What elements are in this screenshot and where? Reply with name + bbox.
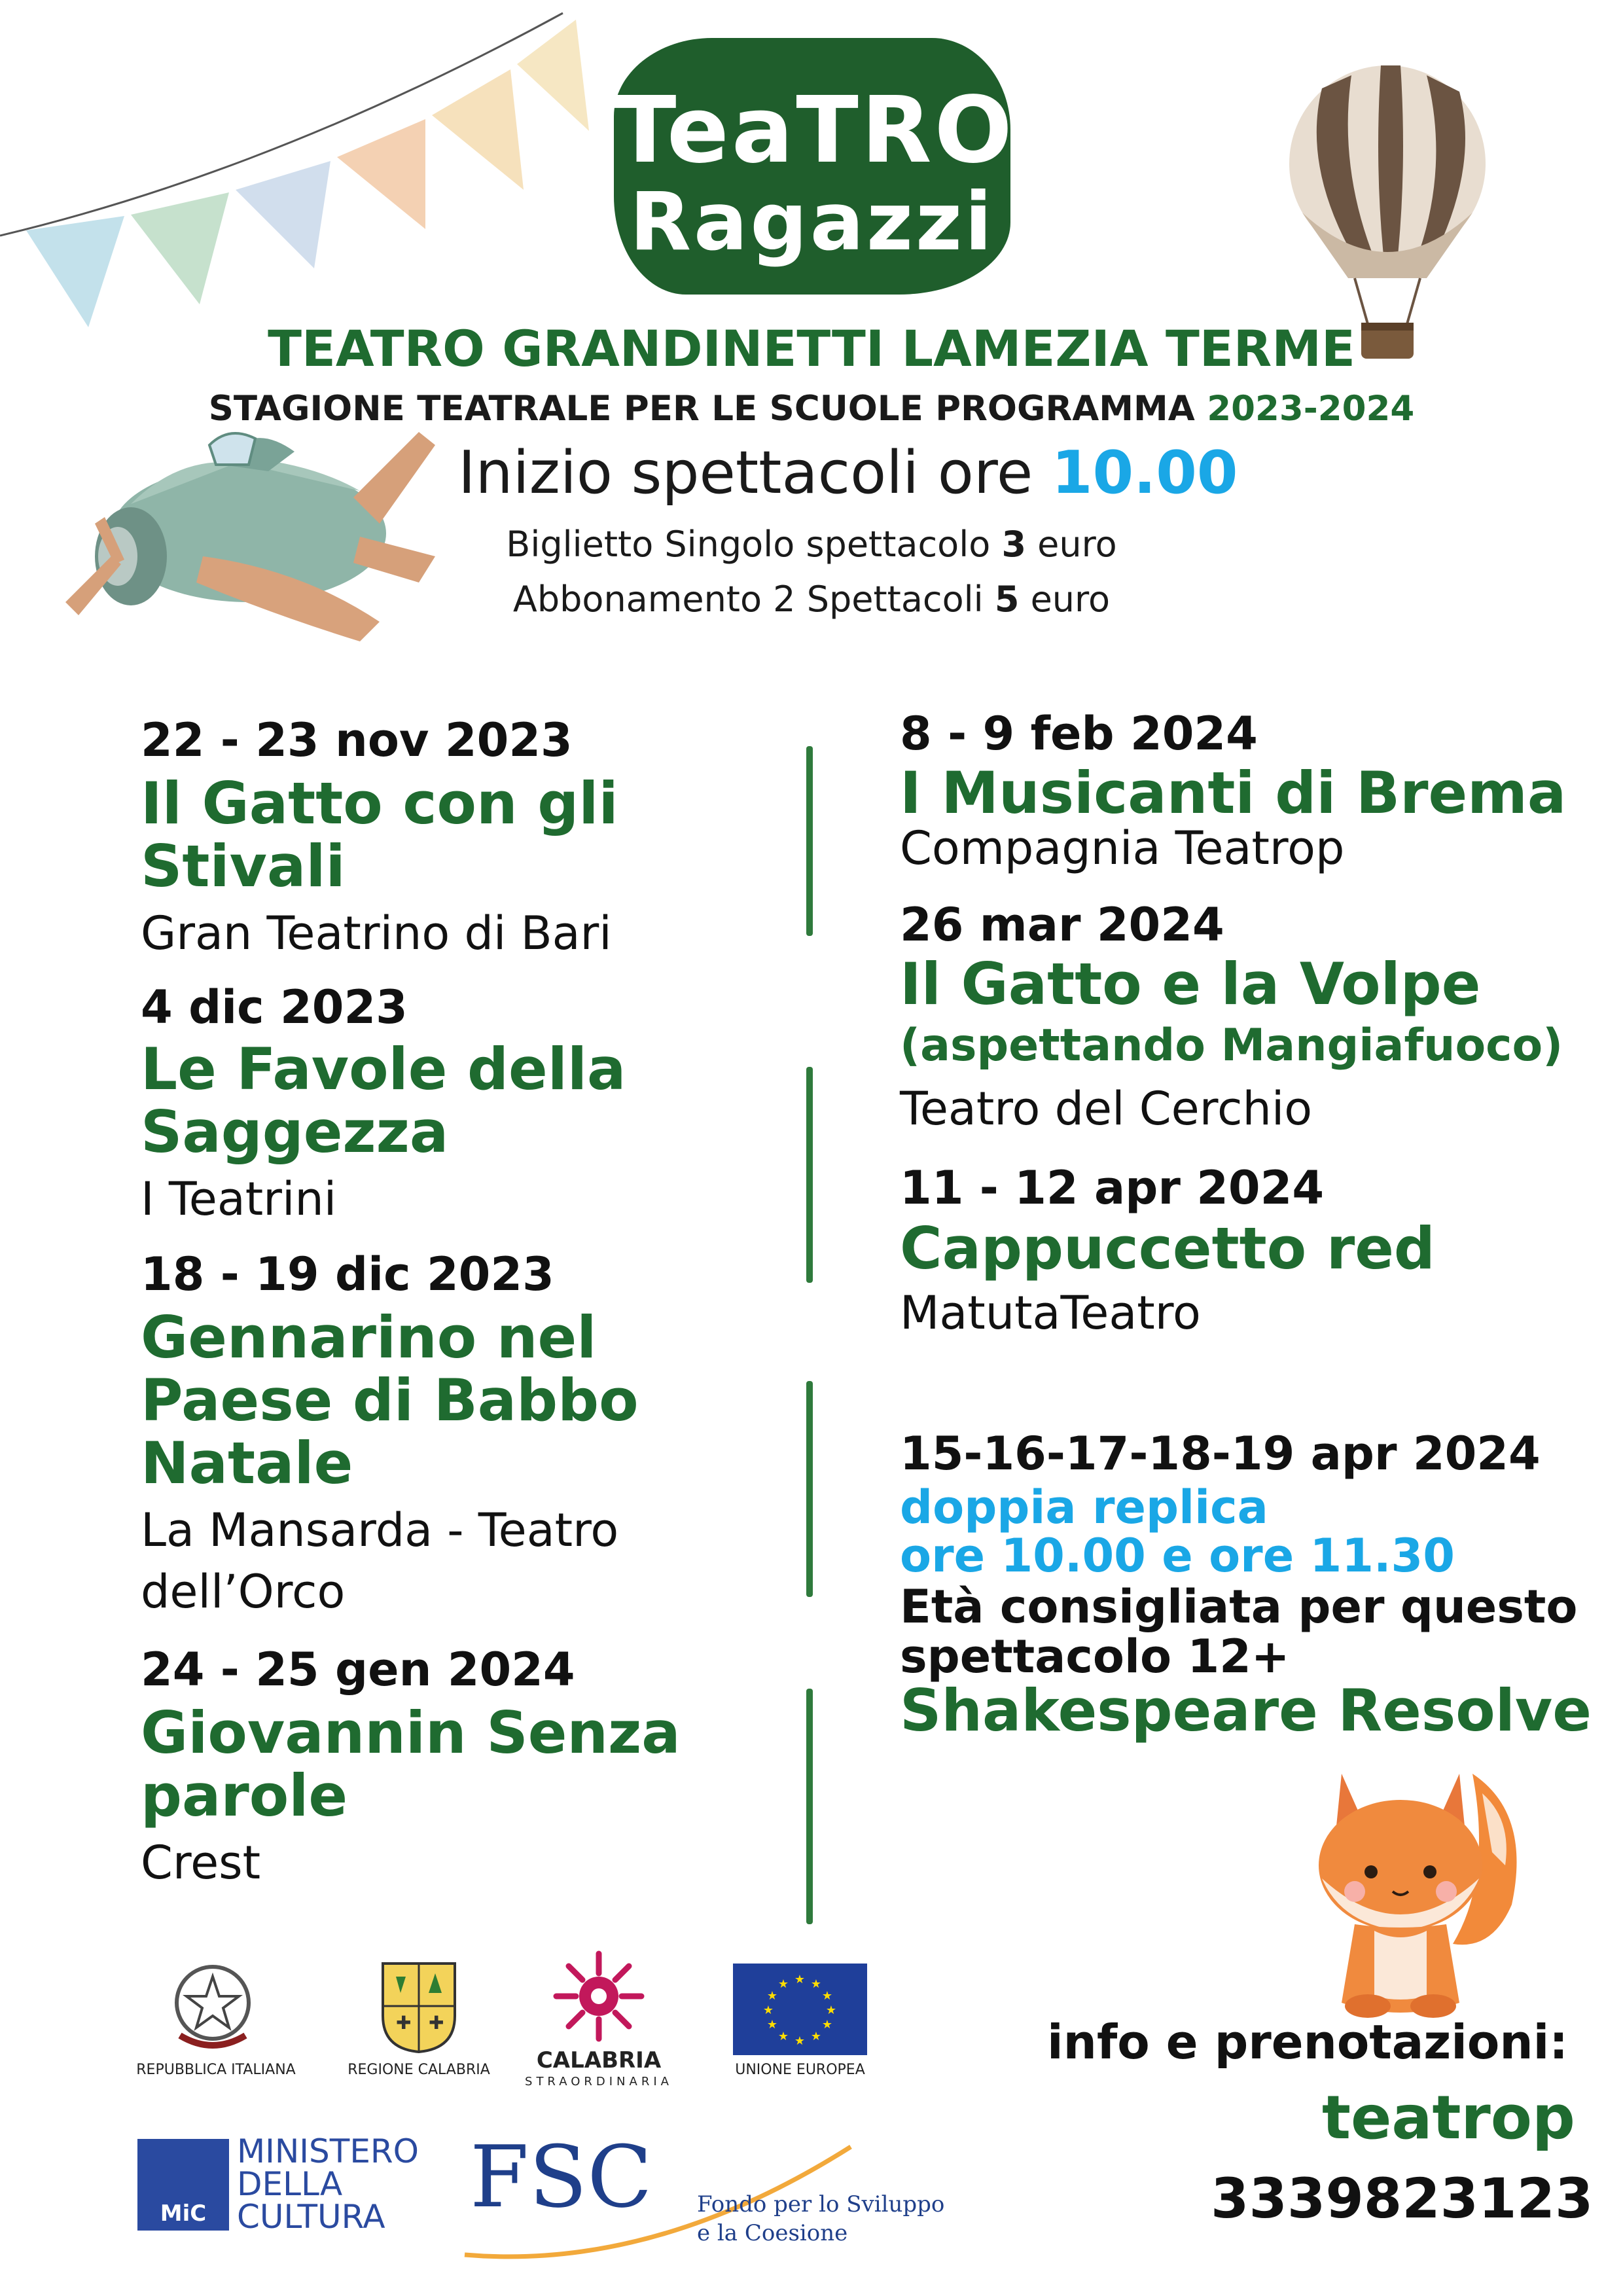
event-8-age-line-2: spettacolo 12+ — [900, 1630, 1290, 1683]
fsc-line-1: Fondo per lo Sviluppo — [697, 2191, 945, 2217]
event-4-title-line-2: parole — [141, 1762, 348, 1829]
svg-text:★: ★ — [810, 2030, 822, 2043]
column-divider-4 — [806, 1689, 813, 1924]
ministero-line-3: CULTURA — [237, 2198, 385, 2236]
svg-text:★: ★ — [777, 1977, 789, 1991]
svg-text:★: ★ — [821, 2018, 833, 2032]
svg-text:★: ★ — [810, 1977, 822, 1991]
event-8-date: 15-16-17-18-19 apr 2024 — [900, 1427, 1541, 1480]
event-2-title-line-1: Le Favole della — [141, 1035, 626, 1103]
eu-flag — [733, 1964, 867, 2055]
ticket-pass-prefix: Abbonamento 2 Spettacoli — [512, 579, 995, 620]
event-3-date: 18 - 19 dic 2023 — [141, 1247, 554, 1301]
event-2-date: 4 dic 2023 — [141, 980, 408, 1034]
column-divider-2 — [806, 1067, 813, 1283]
event-3-company-line-1: La Mansarda - Teatro — [141, 1503, 619, 1557]
start-time: 10.00 — [1051, 439, 1238, 507]
svg-text:★: ★ — [762, 2003, 774, 2017]
event-8-note-1: doppia replica — [900, 1480, 1268, 1534]
event-6-subtitle: (aspettando Mangiafuoco) — [900, 1020, 1563, 1071]
theatre-name: TEATRO GRANDINETTI LAMEZIA TERME — [268, 319, 1355, 378]
event-8-age-line-1: Età consigliata per questo — [900, 1580, 1578, 1634]
unione-europea-label: UNIONE EUROPEA — [735, 2062, 865, 2078]
mic-label: MiC — [160, 2200, 207, 2227]
calabria-sub-label: STRAORDINARIA — [525, 2075, 673, 2089]
fsc-line-2: e la Coesione — [697, 2220, 848, 2246]
repubblica-italiana-emblem — [167, 1957, 259, 2055]
repubblica-italiana-label: REPUBBLICA ITALIANA — [136, 2062, 296, 2078]
svg-text:✚: ✚ — [396, 2012, 412, 2034]
ticket-pass-suffix: euro — [1019, 579, 1111, 620]
event-8-title: Shakespeare Resolve — [900, 1677, 1592, 1744]
ticket-single-prefix: Biglietto Singolo spettacolo — [506, 524, 1002, 565]
calabria-label: CALABRIA — [536, 2047, 662, 2073]
season-line — [0, 389, 1623, 429]
start-prefix: Inizio spettacoli ore — [458, 439, 1052, 507]
fsc-logo: FSC — [470, 2127, 652, 2227]
regione-calabria-emblem — [376, 1957, 461, 2055]
event-7-date: 11 - 12 apr 2024 — [900, 1161, 1325, 1215]
ticket-single-line — [0, 524, 1623, 565]
event-4-date: 24 - 25 gen 2024 — [141, 1643, 575, 1696]
event-1-title-line-2: Stivali — [141, 833, 346, 900]
event-6-title: Il Gatto e la Volpe — [900, 950, 1481, 1018]
fox-illustration — [1296, 1734, 1538, 2022]
season-years: 2023-2024 — [1207, 389, 1415, 429]
event-6-date: 26 mar 2024 — [900, 898, 1224, 952]
event-3-title-line-2: Paese di Babbo — [141, 1367, 639, 1434]
teatro-ragazzi-logo — [614, 38, 1015, 295]
ticket-pass-line — [0, 579, 1623, 620]
event-8-note-2: ore 10.00 e ore 11.30 — [900, 1529, 1455, 1583]
ticket-pass-price: 5 — [994, 579, 1020, 620]
event-7-title: Cappuccetto red — [900, 1215, 1435, 1282]
event-3-title-line-3: Natale — [141, 1429, 353, 1497]
event-2-title-line-2: Saggezza — [141, 1098, 449, 1166]
event-7-company: MatutaTeatro — [900, 1286, 1201, 1340]
ministero-cultura-logo — [137, 2139, 229, 2231]
svg-text:★: ★ — [821, 1989, 833, 2003]
regione-calabria-label: REGIONE CALABRIA — [348, 2062, 490, 2078]
event-6-company: Teatro del Cerchio — [900, 1082, 1313, 1136]
event-3-company-line-2: dell’Orco — [141, 1565, 346, 1619]
svg-text:✚: ✚ — [429, 2012, 444, 2034]
event-5-company: Compagnia Teatrop — [900, 821, 1345, 875]
event-4-company: Crest — [141, 1836, 261, 1890]
svg-text:★: ★ — [794, 1973, 806, 1986]
logo-line-2: Ragazzi — [630, 175, 995, 268]
logo-line-1: TeaTRO — [614, 77, 1015, 184]
event-3-title-line-1: Gennarino nel — [141, 1304, 597, 1371]
event-5-date: 8 - 9 feb 2024 — [900, 707, 1258, 761]
ticket-single-suffix: euro — [1026, 524, 1117, 565]
season-prefix: STAGIONE TEATRALE PER LE SCUOLE PROGRAMMA — [208, 389, 1207, 429]
event-4-title-line-1: Giovannin Senza — [141, 1699, 681, 1767]
info-label: info e prenotazioni: — [1047, 2015, 1569, 2070]
column-divider-3 — [806, 1381, 813, 1597]
svg-text:★: ★ — [766, 1989, 778, 2003]
start-time-line — [458, 439, 1440, 507]
svg-text:★: ★ — [777, 2030, 789, 2043]
event-1-company: Gran Teatrino di Bari — [141, 906, 612, 960]
column-divider-1 — [806, 746, 813, 936]
event-2-company: I Teatrini — [141, 1172, 337, 1226]
event-5-title: I Musicanti di Brema — [900, 759, 1567, 827]
ticket-single-price: 3 — [1001, 524, 1027, 565]
ministero-line-1: MINISTERO — [237, 2132, 419, 2170]
calabria-straordinaria-flower — [550, 1947, 648, 2045]
teatrop-brand: teatrop — [1322, 2083, 1575, 2153]
event-1-date: 22 - 23 nov 2023 — [141, 713, 573, 767]
event-1-title-line-1: Il Gatto con gli — [141, 770, 618, 837]
ministero-line-2: DELLA — [237, 2165, 343, 2203]
svg-text:★: ★ — [794, 2034, 806, 2048]
phone-number: 3339823123 — [1211, 2166, 1594, 2231]
svg-text:★: ★ — [825, 2003, 837, 2017]
svg-text:★: ★ — [766, 2018, 778, 2032]
bunting-decoration — [0, 0, 589, 340]
